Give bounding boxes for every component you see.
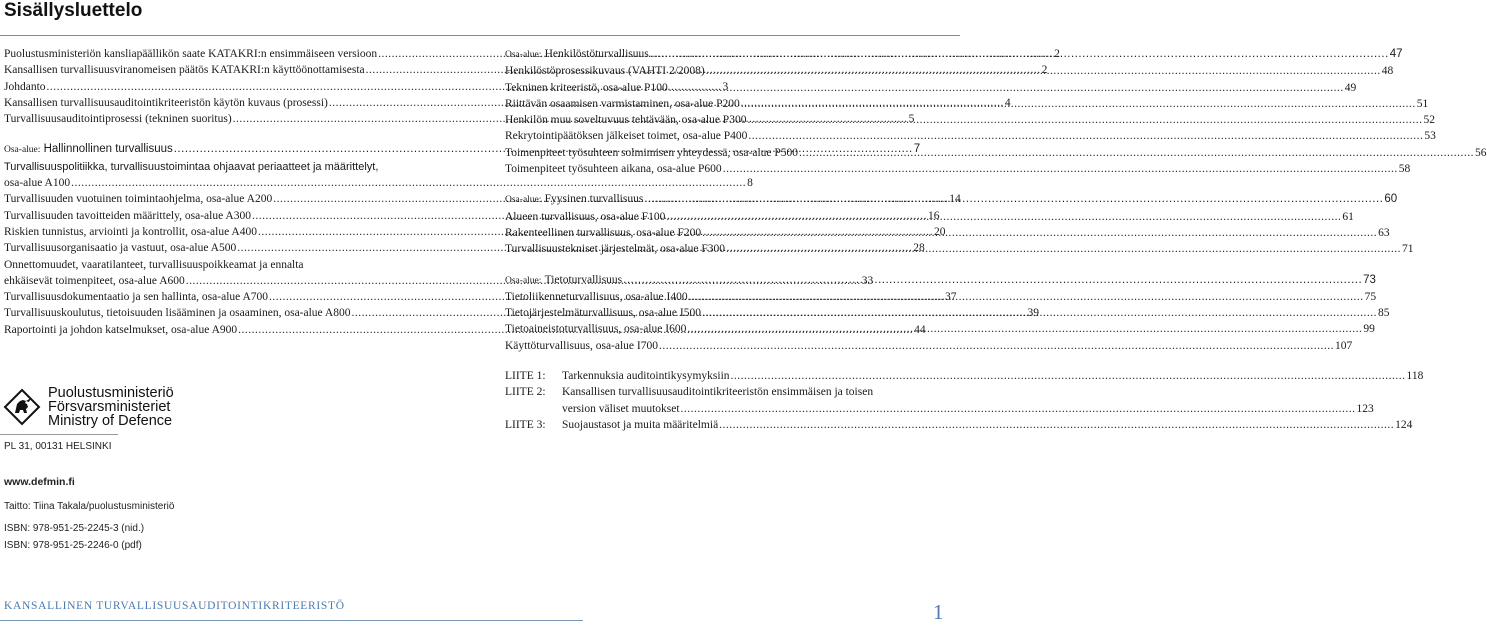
toc-entry[interactable]: Turvallisuusdokumentaatio ja sen hallinta, osa-alue A700 ..... 37 — [4, 289, 437, 305]
toc-entry[interactable]: Turvallisuuskoulutus, tietoisuuden lisääminen ja osaaminen, osa-alue A800 ..... 39 — [4, 305, 437, 321]
toc-entry[interactable]: Kansallisen turvallisuusauditointikriteeristön käytön kuvaus (prosessi) ..... 4 — [4, 95, 437, 111]
website-link[interactable]: www.defmin.fi — [4, 476, 75, 488]
toc-entry[interactable]: Tietoaineistoturvallisuus, osa-alue I600 ..... 99 — [505, 321, 942, 337]
toc-entry[interactable]: Tietojärjestelmäturvallisuus, osa-alue I500 ..... 85 — [505, 305, 942, 321]
toc-entry[interactable]: Tekninen kriteeristö, osa-alue P100 ..... 49 — [505, 80, 942, 96]
footer-divider — [0, 620, 583, 621]
page-title: Sisällysluettelo — [4, 0, 143, 21]
title-divider — [0, 35, 960, 36]
toc-entry[interactable]: Käyttöturvallisuus, osa-alue I700 ..... 107 — [505, 338, 942, 354]
page-number: 1 — [933, 600, 944, 624]
toc-entry[interactable]: Rekrytointipäätöksen jälkeiset toimet, osa-alue P400 ..... 53 — [505, 128, 942, 144]
toc-entry[interactable]: Raportointi ja johdon katselmukset, osa-alue A900 ..... 44 — [4, 322, 437, 338]
appendix-entry[interactable]: LIITE 1: Tarkennuksia auditointikysymyksiin ..... 118 — [505, 368, 942, 384]
toc-entry[interactable]: Kansallisen turvallisuusviranomeisen päätös KATAKRI:n käyttöönottamisesta ..... 2 — [4, 62, 437, 78]
toc-entry[interactable]: Alueen turvallisuus, osa-alue F100 ..... 61 — [505, 209, 942, 225]
toc-entry[interactable]: Henkilön muu soveltuvuus tehtävään, osa-alue P300 ..... 52 — [505, 112, 942, 128]
address: PL 31, 00131 HELSINKI — [4, 441, 112, 452]
isbn-pdf: ISBN: 978-951-25-2246-0 (pdf) — [4, 540, 142, 551]
toc-entry[interactable]: osa-alue A100 ..... 8 — [4, 175, 437, 191]
isbn-print: ISBN: 978-951-25-2245-3 (nid.) — [4, 523, 145, 534]
toc-entry-line: Onnettomuudet, vaaratilanteet, turvallisuuspoikkeamat ja ennalta — [4, 258, 304, 271]
ministry-logo — [4, 386, 174, 428]
toc-entry[interactable]: ehkäisevät toimenpiteet, osa-alue A600 ..... 33 — [4, 273, 437, 289]
toc-entry[interactable]: Turvallisuustekniset järjestelmät, osa-alue F300 ..... 71 — [505, 241, 942, 257]
appendix-entry[interactable]: LIITE 3: Suojaustasot ja muita määritelmiä ..... 124 — [505, 417, 942, 433]
toc-entry[interactable]: Turvallisuuden vuotuinen toimintaohjelma, osa-alue A200 ..... 14 — [4, 191, 437, 207]
toc-entry[interactable]: Toimenpiteet työsuhteen aikana, osa-alue P600 ..... 58 — [505, 161, 942, 177]
appendix-entry[interactable]: LIITE 2: Kansallisen turvallisuusauditointikriteeristön ensimmäisen ja toisen version väliset muutokset ..... 123 — [505, 384, 942, 417]
logo-divider — [0, 434, 118, 435]
logo-text-sv: Försvarsministeriet — [48, 399, 171, 415]
toc-entry[interactable]: Turvallisuusorganisaatio ja vastuut, osa-alue A500 ..... 28 — [4, 240, 437, 256]
layout-credit: Taitto: Tiina Takala/puolustusministeriö — [4, 501, 175, 512]
logo-text-en: Ministry of Defence — [48, 413, 173, 429]
toc-entry[interactable]: Turvallisuusauditointiprosessi (tekninen suoritus) ..... 5 — [4, 111, 437, 127]
toc-entry[interactable]: Toimenpiteet työsuhteen solmimisen yhteydessä, osa-alue P500 ..... 56 — [505, 145, 942, 161]
toc-entry[interactable]: Riittävän osaamisen varmistaminen, osa-alue P200 ..... 51 — [505, 96, 942, 112]
toc-entry[interactable]: Johdanto ..... 3 — [4, 79, 437, 95]
toc-entry[interactable]: Henkilöstöprosessikuvaus (VAHTI 2/2008) ..... 48 — [505, 63, 942, 79]
section-heading-fyysinen[interactable]: Osa-alue: Fyysinen turvallisuus ..... 60 — [505, 191, 942, 208]
toc-entry-line: Turvallisuuspolitiikka, turvallisuustoimintaa ohjaavat periaatteet ja määrittelyt, — [4, 160, 379, 173]
section-heading-tieto[interactable]: Osa-alue: Tietoturvallisuus ..... 73 — [505, 272, 942, 289]
lion-emblem-icon — [4, 389, 40, 425]
toc-entry[interactable]: Rakenteellinen turvallisuus, osa-alue F200 ..... 63 — [505, 225, 942, 241]
section-heading-hallinnollinen[interactable]: Osa-alue: Hallinnollinen turvallisuus ..... 7 — [4, 141, 437, 158]
toc-entry[interactable]: Puolustusministeriön kansliapäällikön saate KATAKRI:n ensimmäiseen versioon ..... 2 — [4, 46, 437, 62]
footer-title: KANSALLINEN TURVALLISUUSAUDITOINTIKRITEERISTÖ — [4, 600, 345, 612]
toc-entry[interactable]: Riskien tunnistus, arviointi ja kontrollit, osa-alue A400 ..... 20 — [4, 224, 437, 240]
toc-entry[interactable]: Tietoliikenneturvallisuus, osa-alue I400 ..... 75 — [505, 289, 942, 305]
logo-text-fi: Puolustusministeriö — [48, 385, 174, 401]
section-heading-henkilosto[interactable]: Osa-alue: Henkilöstöturvallisuus ..... 47 — [505, 46, 942, 63]
toc-entry[interactable]: Turvallisuuden tavoitteiden määrittely, osa-alue A300 ..... 16 — [4, 208, 437, 224]
